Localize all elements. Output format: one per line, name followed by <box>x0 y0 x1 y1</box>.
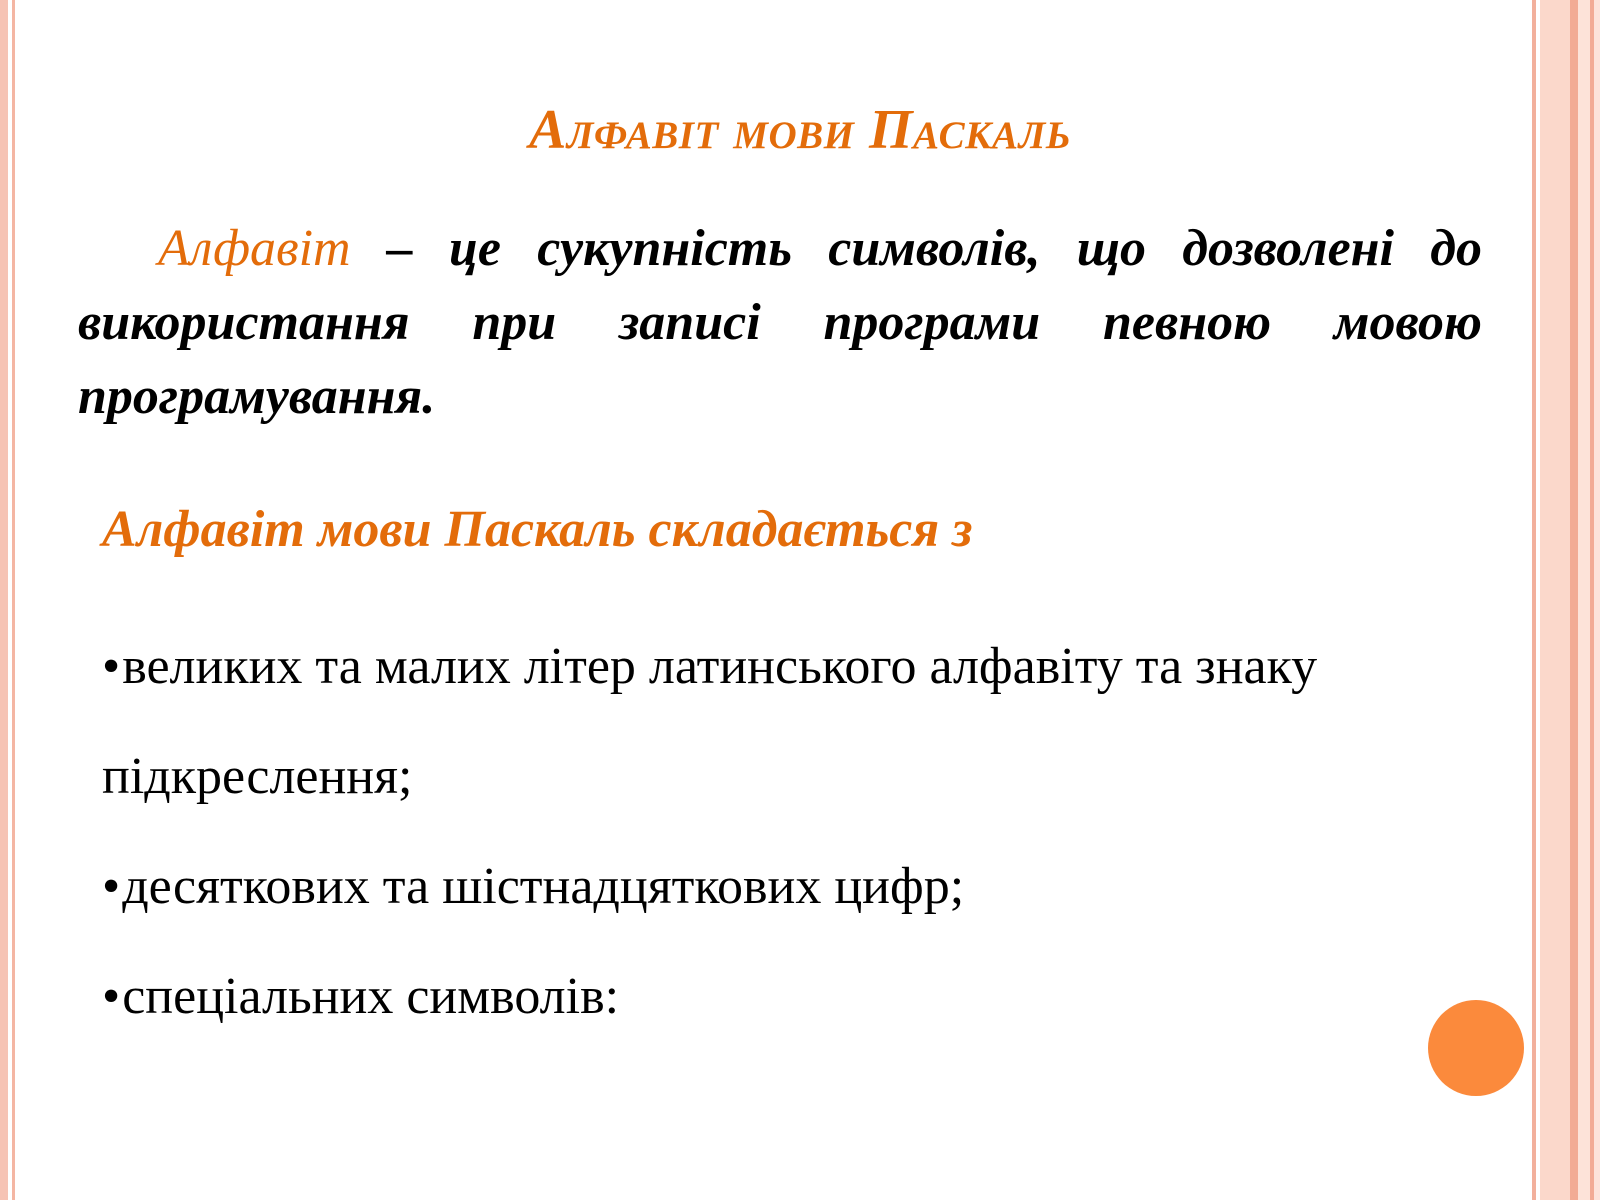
list-item <box>102 942 1432 1052</box>
list-item-text: спеціальних символів: <box>122 968 620 1025</box>
bullet-icon: • <box>102 858 121 915</box>
bullet-icon: • <box>102 638 121 695</box>
right-border-line <box>1570 0 1578 1200</box>
list-item-text: десяткових та шістнадцяткових цифр; <box>122 858 965 915</box>
definition-term: Алфавіт <box>158 220 351 277</box>
right-border-line <box>1590 0 1594 1200</box>
right-border-band <box>1540 0 1570 1200</box>
slide-title: Алфавіт мови Паскаль <box>528 99 1072 161</box>
list-item-text: великих та малих літер латинського алфавіту та знаку підкреслення; <box>102 638 1318 805</box>
definition-text: – це сукупність символів, що дозволені до використання при записі програми певною мовою програмування. <box>78 220 1482 425</box>
list-item <box>102 832 1432 942</box>
list-item <box>102 612 1432 832</box>
bullet-icon: • <box>102 968 121 1025</box>
right-border-band <box>1578 0 1600 1200</box>
definition-paragraph <box>78 212 1482 434</box>
left-border-stripe <box>0 0 8 1200</box>
right-border-line <box>1532 0 1536 1200</box>
left-border-line <box>12 0 15 1200</box>
subheading: Алфавіт мови Паскаль складається з <box>102 501 973 558</box>
alphabet-list <box>102 612 1432 1052</box>
decorative-circle-icon <box>1428 1000 1524 1096</box>
